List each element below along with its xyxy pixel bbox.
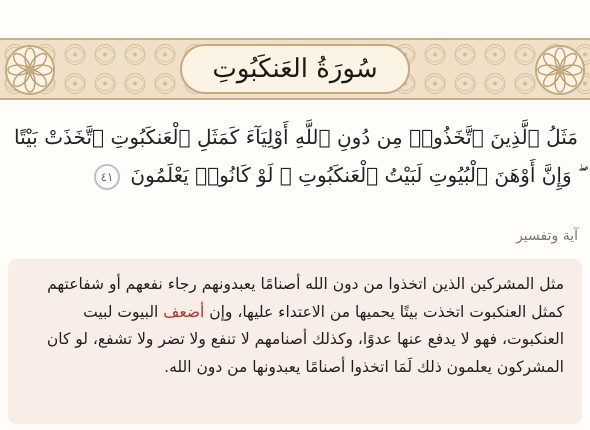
- tafsir-box: [8, 259, 582, 424]
- verse-text[interactable]: [14, 118, 578, 194]
- tafsir-highlight-word[interactable]: أضعف: [163, 302, 205, 321]
- tafsir-text-after: البيوت لبيت العنكبوت، فهو لا يدفع عنها عدوًا، وكذلك أصنامهم لا تنفع ولا تضر ولا تشفع، لو كان المشركون يعلمون ذلك لَمَا اتخذوا أصنامًا يعبدونها من دون الله.: [46, 302, 564, 376]
- ayah-number-marker[interactable]: ٤١: [94, 164, 120, 190]
- rosette-ornament-icon: [4, 44, 56, 96]
- surah-title: سُورَةُ العَنكَبُوتِ: [212, 54, 378, 84]
- rosette-ornament-icon: [534, 44, 586, 96]
- tafsir-label: آية وتفسير: [516, 228, 578, 244]
- surah-title-cartouche: [180, 44, 410, 94]
- verse-body: مَثَلُ ٱلَّذِينَ ٱتَّخَذُوا۟ مِن دُونِ ٱللَّهِ أَوْلِيَآءَ كَمَثَلِ ٱلْعَنكَبُوتِ ٱتَّخَذَتْ بَيْتًا ۖ وَإِنَّ أَوْهَنَ ٱلْبُيُوتِ لَبَيْتُ ٱلْعَنكَبُوتِ ۖ لَوْ كَانُوا۟ يَعْلَمُونَ: [14, 125, 578, 187]
- tafsir-text-before: مثل المشركين الذين اتخذوا من دون الله أصنامًا يعبدونهم رجاء نفعهم أو شفاعتهم كمثل العنكبوت اتخذت بيتًا يحميها من الاعتداء عليها، وإن: [47, 275, 564, 321]
